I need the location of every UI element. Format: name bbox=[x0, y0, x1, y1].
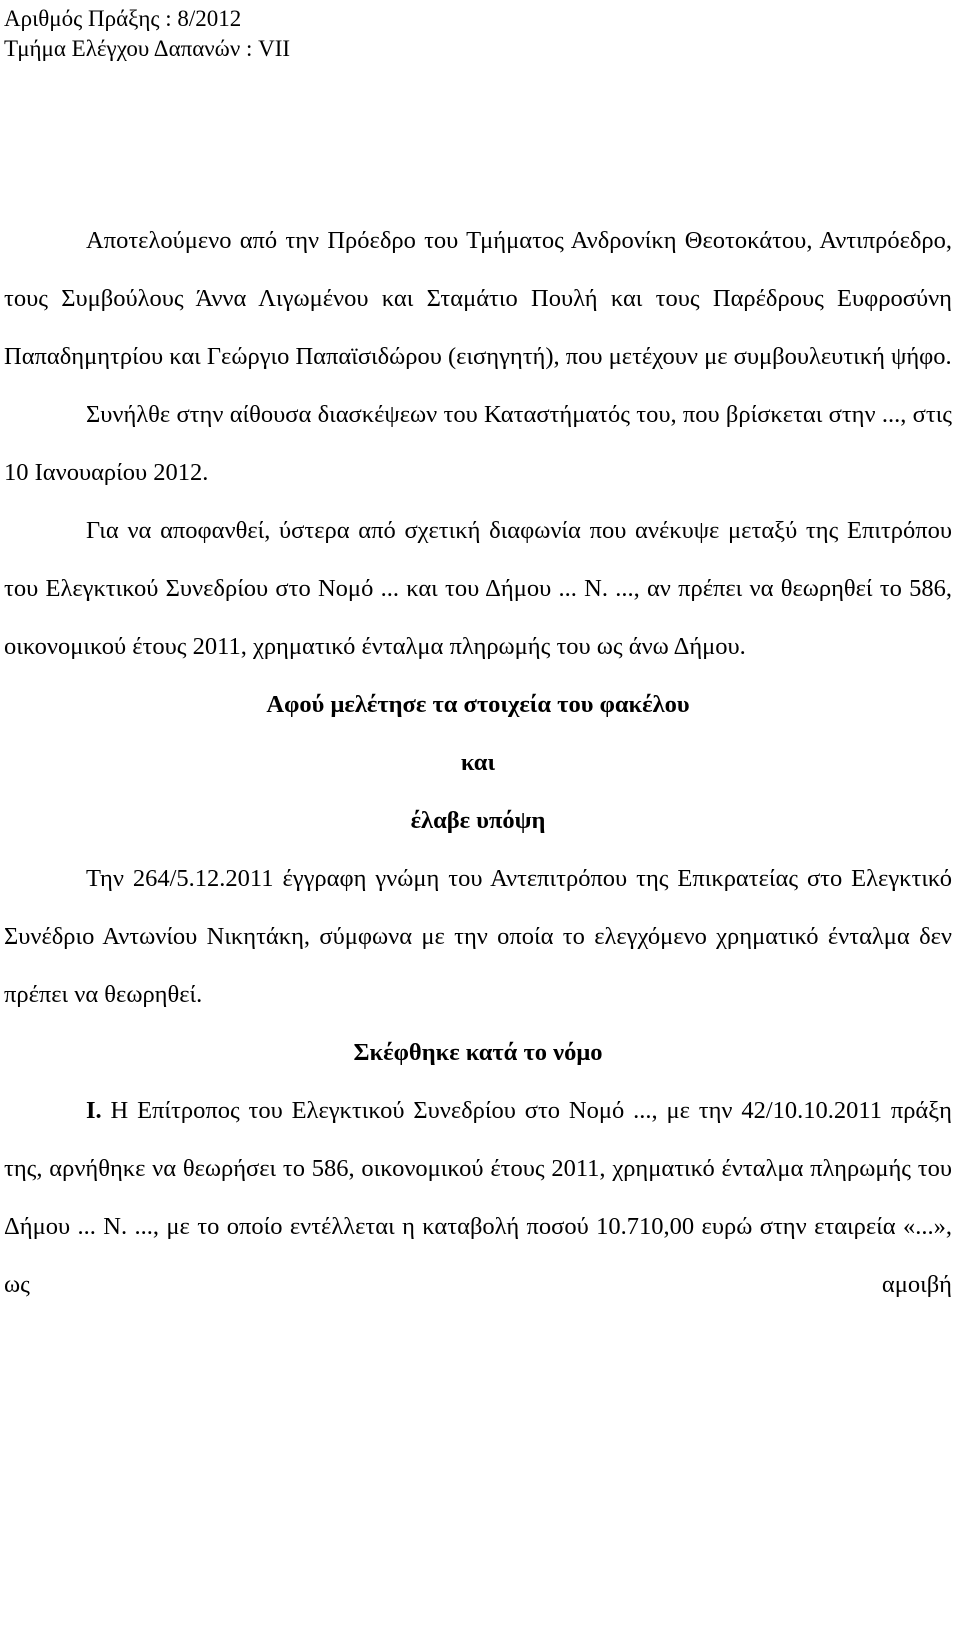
act-number: Αριθμός Πράξης : 8/2012 bbox=[4, 6, 242, 31]
purpose-paragraph: Για να αποφανθεί, ύστερα από σχετική διαφωνία που ανέκυψε μεταξύ της Επιτρόπου του Ελεγκτικού Συνεδρίου στο Νομό ... και του Δήμου ... Ν. ..., αν πρέπει να θεωρηθεί το 586, οικονομικού έτους 2011, χρηματικό ένταλμα πληρωμής του ως άνω Δήμου. bbox=[4, 517, 952, 660]
section-one-paragraph bbox=[4, 1082, 952, 1314]
heading-law: Σκέφθηκε κατά το νόμο bbox=[353, 1039, 603, 1066]
section-one-text: Η Επίτροπος του Ελεγκτικού Συνεδρίου στο Νομό ..., με την 42/10.10.2011 πράξη της, αρνήθηκε να θεωρήσει το 586, οικονομικού έτους 2011, χρηματικό ένταλμα πληρωμής του Δήμου ... Ν. ..., με το οποίο εντέλλεται η καταβολή ποσού 10.710,00 ευρώ στην εταιρεία «...», ως αμοιβή bbox=[4, 1097, 952, 1298]
department: Τμήμα Ελέγχου Δαπανών : VII bbox=[4, 36, 291, 61]
heading-considered: έλαβε υπόψη bbox=[410, 807, 546, 834]
section-numeral: Ι. bbox=[86, 1097, 102, 1124]
heading-studied: Αφού μελέτησε τα στοιχεία του φακέλου bbox=[266, 691, 690, 718]
composition-paragraph: Αποτελούμενο από την Πρόεδρο του Τμήματος Ανδρονίκη Θεοτοκάτου, Αντιπρόεδρο, τους Συμβούλους Άννα Λιγωμένου και Σταμάτιο Πουλή και τους Παρέδρους Ευφροσύνη Παπαδημητρίου και Γεώργιο Παπαϊσιδώρου (εισηγητή), που μετέχουν με συμβουλευτική ψήφο. bbox=[4, 227, 952, 370]
document-header bbox=[4, 4, 290, 64]
opinion-paragraph: Την 264/5.12.2011 έγγραφη γνώμη του Αντεπιτρόπου της Επικρατείας στο Ελεγκτικό Συνέδριο Αντωνίου Νικητάκη, σύμφωνα με την οποία το ελεγχόμενο χρηματικό ένταλμα δεν πρέπει να θεωρηθεί. bbox=[4, 865, 952, 1008]
document-body bbox=[4, 212, 952, 1314]
heading-and: και bbox=[460, 749, 496, 776]
meeting-paragraph: Συνήλθε στην αίθουσα διασκέψεων του Καταστήματός του, που βρίσκεται στην ..., στις 10 Ιανουαρίου 2012. bbox=[4, 401, 952, 486]
